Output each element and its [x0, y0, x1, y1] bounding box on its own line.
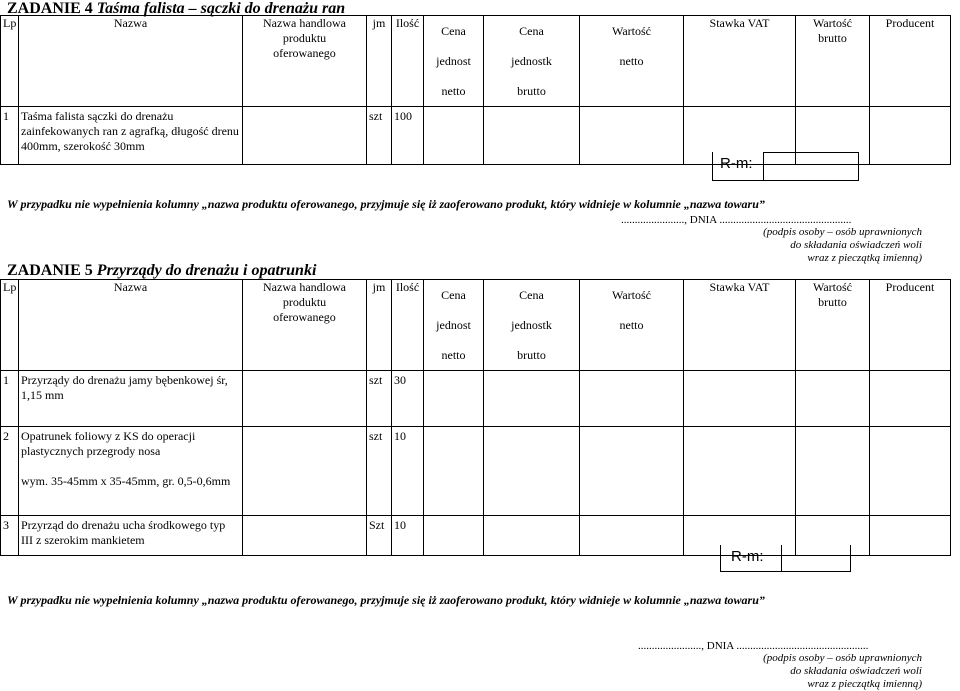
row-jm: szt: [367, 427, 392, 516]
row-producent-cell[interactable]: [870, 107, 951, 165]
col-cena-netto-l1: Cena: [441, 24, 466, 38]
table-row: [1, 427, 951, 516]
row-qty: 10: [392, 427, 424, 516]
zad5-table: [0, 279, 951, 556]
col-nazwa-handlowa: [243, 280, 367, 371]
row-cena-netto-cell[interactable]: [424, 371, 484, 427]
col-jm: jm: [367, 280, 392, 371]
row-cena-netto-cell[interactable]: [424, 107, 484, 165]
row-qty: 100: [392, 107, 424, 165]
col-nazwa: Nazwa: [19, 16, 243, 107]
row-producent-cell[interactable]: [870, 516, 951, 556]
col-wartosc-netto: [580, 16, 684, 107]
zad5-sig-line2: do składania oświadczeń woli: [790, 665, 922, 677]
col-stawka-vat: Stawka VAT: [684, 16, 796, 107]
zad5-sig-line1: (podpis osoby – osób uprawnionych: [763, 652, 922, 664]
row-cena-brutto-cell[interactable]: [484, 516, 580, 556]
col-cena-netto-l2: jednost: [436, 318, 471, 332]
col-wartosc-l1: Wartość: [611, 24, 652, 38]
col-cena-brutto-l2: jednostk: [511, 54, 552, 68]
zad4-rm-divider: [763, 152, 764, 180]
zad5-name: Przyrządy do drenażu i opatrunki: [96, 262, 317, 279]
col-wartosc-l1: Wartość: [611, 288, 652, 302]
zad4-rm-topline: [764, 152, 858, 153]
zad4-rm-box: [712, 152, 859, 181]
row-vat-cell[interactable]: [684, 371, 796, 427]
zad4-table: [0, 15, 951, 165]
col-cena-brutto-l3: brutto: [517, 84, 546, 98]
col-cena-brutto-l1: Cena: [519, 288, 544, 302]
row-handlowa-cell[interactable]: [243, 107, 367, 165]
col-producent: Producent: [870, 280, 951, 371]
zad4-sig-line2: do składania oświadczeń woli: [790, 239, 922, 251]
col-cena-netto-l1: Cena: [441, 288, 466, 302]
row-producent-cell[interactable]: [870, 427, 951, 516]
row-handlowa-cell[interactable]: [243, 371, 367, 427]
row-wartosc-brutto-cell[interactable]: [796, 371, 870, 427]
row-cena-brutto-cell[interactable]: [484, 107, 580, 165]
row-cena-brutto-cell[interactable]: [484, 427, 580, 516]
col-wartosc-brutto: Wartość brutto: [796, 16, 870, 107]
col-cena-brutto-l3: brutto: [517, 348, 546, 362]
col-wartosc-netto: [580, 280, 684, 371]
col-cena-brutto: [484, 280, 580, 371]
zad5-number: ZADANIE 5: [7, 262, 93, 279]
row-wartosc-netto-cell[interactable]: [580, 427, 684, 516]
col-cena-netto: [424, 280, 484, 371]
col-nazwa: Nazwa: [19, 280, 243, 371]
row-jm: szt: [367, 107, 392, 165]
col-cena-netto-l3: netto: [441, 348, 466, 362]
col-wartosc-brutto: Wartość brutto: [796, 280, 870, 371]
table-row: [1, 371, 951, 427]
col-nazwa-handlowa-l1: Nazwa handlowa produktu: [263, 16, 346, 45]
col-lp: Lp: [1, 16, 19, 107]
zad4-header-row: [1, 16, 951, 107]
zad4-name: Taśma falista – sączki do drenażu ran: [96, 0, 346, 17]
row-name-dimensions: wym. 35-45mm x 35-45mm, gr. 0,5-0,6mm: [21, 474, 231, 488]
zad4-sig-line3: wraz z pieczątką imienną): [807, 252, 922, 264]
row-producent-cell[interactable]: [870, 371, 951, 427]
row-wartosc-brutto-cell[interactable]: [796, 427, 870, 516]
zad5-sig-line3: wraz z pieczątką imienną): [807, 678, 922, 690]
row-vat-cell[interactable]: [684, 427, 796, 516]
zad4-number: ZADANIE 4: [7, 0, 93, 17]
zad4-signature-caption: [763, 226, 922, 265]
zad4-signature-dots: ......................., DNIA ................................................: [621, 214, 852, 226]
zad5-signature-dots: ......................., DNIA ................................................: [638, 640, 869, 652]
col-cena-netto-l3: netto: [441, 84, 466, 98]
zad4-rm-label: R-m:: [720, 155, 753, 172]
col-nazwa-handlowa-l2: oferowanego: [273, 310, 336, 324]
row-jm: Szt: [367, 516, 392, 556]
row-cena-brutto-cell[interactable]: [484, 371, 580, 427]
row-name: Taśma falista sączki do drenażu zainfekowanych ran z agrafką, długość drenu 400mm, szerokość 30mm: [19, 107, 243, 165]
row-cena-netto-cell[interactable]: [424, 427, 484, 516]
col-ilosc: Ilość: [392, 280, 424, 371]
row-name: Opatrunek foliowy z KS do operacji plastycznych przegrody nosa: [21, 429, 196, 458]
row-name: Przyrządy do drenażu jamy bębenkowej śr, 1,15 mm: [19, 371, 243, 427]
col-nazwa-handlowa: [243, 16, 367, 107]
row-qty: 30: [392, 371, 424, 427]
col-cena-brutto-l1: Cena: [519, 24, 544, 38]
col-ilosc: Ilość: [392, 16, 424, 107]
col-cena-netto: [424, 16, 484, 107]
row-lp: 1: [1, 371, 19, 427]
row-qty: 10: [392, 516, 424, 556]
row-lp: 1: [1, 107, 19, 165]
zad5-note: W przypadku nie wypełnienia kolumny „nazwa produktu oferowanego, przyjmuje się iż zaoferowano produkt, który widnieje w kolumnie „nazwa towaru”: [7, 593, 765, 607]
row-lp: 2: [1, 427, 19, 516]
row-name: Przyrząd do drenażu ucha środkowego typ III z szerokim mankietem: [19, 516, 243, 556]
col-wartosc-l2: netto: [619, 318, 644, 332]
col-cena-netto-l2: jednost: [436, 54, 471, 68]
row-wartosc-netto-cell[interactable]: [580, 371, 684, 427]
col-lp: Lp: [1, 280, 19, 371]
row-cena-netto-cell[interactable]: [424, 516, 484, 556]
zad5-rm-box: [720, 545, 851, 572]
zad5-rm-label: R-m:: [731, 548, 764, 565]
zad5-title: [7, 262, 316, 280]
row-lp: 3: [1, 516, 19, 556]
row-name-cell: [19, 427, 243, 516]
zad5-signature-caption: [763, 652, 922, 691]
col-stawka-vat: Stawka VAT: [684, 280, 796, 371]
row-handlowa-cell[interactable]: [243, 427, 367, 516]
zad4-sig-line1: (podpis osoby – osób uprawnionych: [763, 226, 922, 238]
row-jm: szt: [367, 371, 392, 427]
col-producent: Producent: [870, 16, 951, 107]
col-nazwa-handlowa-l2: oferowanego: [273, 46, 336, 60]
zad4-note: W przypadku nie wypełnienia kolumny „nazwa produktu oferowanego, przyjmuje się iż zaoferowano produkt, który widnieje w kolumnie „nazwa towaru”: [7, 197, 765, 211]
col-wartosc-l2: netto: [619, 54, 644, 68]
col-jm: jm: [367, 16, 392, 107]
row-wartosc-netto-cell[interactable]: [580, 107, 684, 165]
col-cena-brutto-l2: jednostk: [511, 318, 552, 332]
row-wartosc-netto-cell[interactable]: [580, 516, 684, 556]
row-handlowa-cell[interactable]: [243, 516, 367, 556]
col-nazwa-handlowa-l1: Nazwa handlowa produktu: [263, 280, 346, 309]
zad5-rm-divider: [781, 545, 782, 571]
col-cena-brutto: [484, 16, 580, 107]
zad5-header-row: [1, 280, 951, 371]
